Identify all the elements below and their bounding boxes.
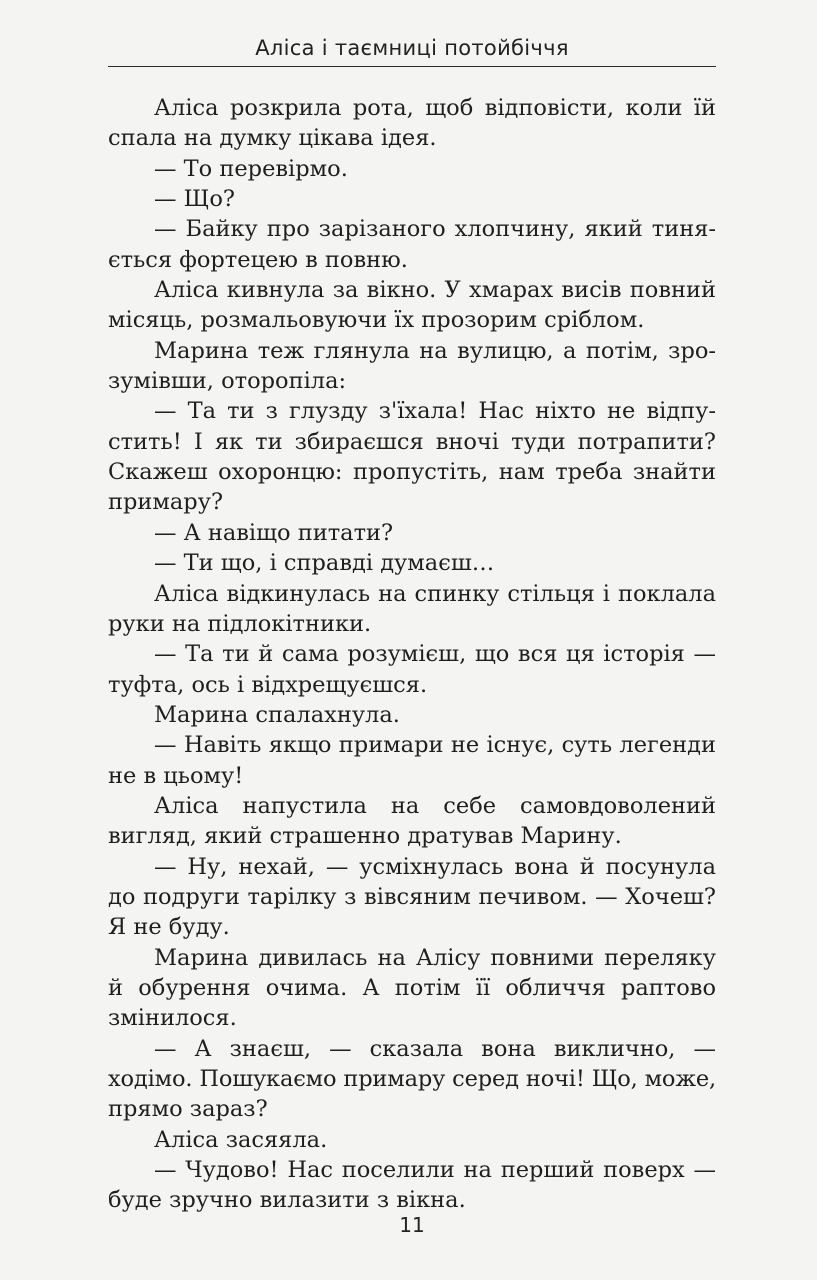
text-line: ходімо. Пошукаємо примару серед ночі! Що, може,: [108, 1066, 717, 1092]
text-line: — Що?: [154, 186, 235, 213]
text-line: до подруги тарілку з вівсяним печивом. — Хочеш?: [108, 883, 716, 910]
text-line: Аліса відкинулась на спинку стільця і поклала: [154, 580, 716, 607]
text-line: — То перевірмо.: [154, 155, 348, 182]
text-line: Марина теж глянула на вулицю, а потім, зро-: [154, 337, 716, 364]
text-line: стить! І як ти збираєшся вночі туди потрапити?: [108, 428, 716, 455]
text-line: — Ну, нехай, — усміхнулась вона й посунула: [154, 853, 716, 880]
page-body: [108, 93, 716, 1216]
text-line: руки на підлокітники.: [108, 610, 372, 637]
text-line: — Та ти з глузду з'їхала! Нас ніхто не відпу-: [154, 398, 716, 425]
text-line: Аліса розкрила рота, щоб відповісти, коли їй: [154, 95, 716, 121]
text-line: буде зручно вилазити з вікна.: [108, 1187, 466, 1214]
text-line: Аліса напустила на себе самовдоволений: [154, 792, 716, 819]
text-line: — Байку про зарізаного хлопчину, який тиня-: [154, 216, 716, 243]
text-line: змінилося.: [108, 1005, 237, 1032]
running-header: Аліса і таємниці потойбіччя: [255, 36, 569, 60]
text-line: — Та ти й сама розумієш, що вся ця історія —: [154, 641, 716, 668]
text-line: не в цьому!: [108, 762, 244, 789]
text-line: Марина дивилась на Алісу повними переляку: [154, 944, 716, 971]
text-line: туфта, ось і відхрещуєшся.: [108, 671, 428, 698]
text-line: спала на думку цікава ідея.: [108, 125, 437, 152]
text-line: Аліса кивнула за вікно. У хмарах висів повний: [154, 277, 716, 304]
text-line: й обурення очима. А потім її обличчя раптово: [108, 974, 716, 1001]
text-line: вигляд, який страшенно дратував Марину.: [108, 823, 622, 850]
text-line: місяць, розмальовуючи їх прозорим сріблом.: [108, 307, 645, 334]
text-line: — А знаєш, — сказала вона виклично, —: [154, 1035, 716, 1062]
text-line: ється фортецею в повню.: [108, 246, 408, 273]
header-divider: [108, 66, 716, 67]
text-line: зумівши, оторопіла:: [108, 368, 347, 395]
text-line: Я не буду.: [108, 914, 230, 941]
text-line: Скажеш охоронцю: пропустіть, нам треба знайти: [108, 459, 716, 486]
text-line: примару?: [108, 489, 224, 516]
text-line: — А навіщо питати?: [154, 519, 394, 546]
page-number: 11: [399, 1213, 425, 1237]
text-line: Аліса засяяла.: [154, 1126, 328, 1153]
text-line: прямо зараз?: [108, 1096, 268, 1123]
text-line: Марина спалахнула.: [154, 701, 400, 728]
text-line: — Чудово! Нас поселили на перший поверх —: [154, 1157, 716, 1184]
text-line: — Навіть якщо примари не існує, суть легенди: [154, 732, 716, 759]
text-line: — Ти що, і справді думаєш…: [154, 550, 495, 577]
